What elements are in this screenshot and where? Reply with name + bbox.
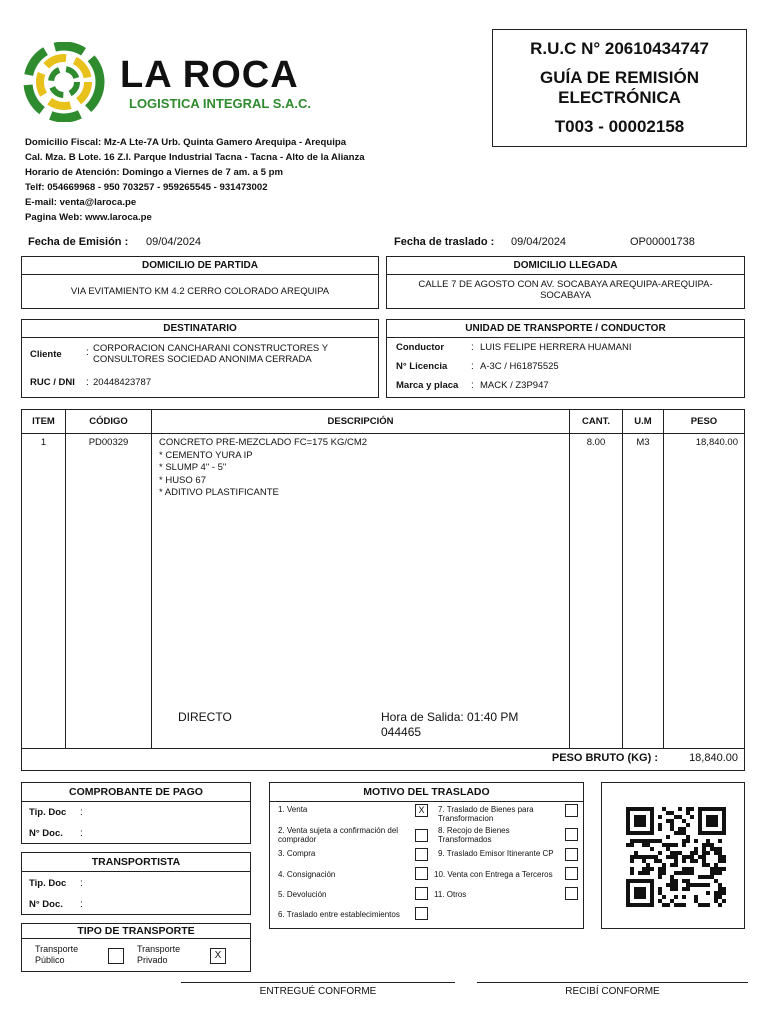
desc-line: CONCRETO PRE-MEZCLADO FC=175 KG/CM2 [159, 437, 368, 448]
col-header-peso: PESO [690, 416, 718, 427]
marca-value: MACK / Z3P947 [480, 380, 549, 391]
cliente-line: CORPORACION CANCHARANI CONSTRUCTORES Y [93, 343, 329, 354]
col-header-descripcion: DESCRIPCIÓN [327, 416, 394, 427]
peso-bruto-label: PESO BRUTO (KG) : [551, 752, 658, 764]
logo-mark-icon [22, 42, 112, 122]
cliente-value [93, 343, 328, 365]
domicilio-partida [21, 256, 379, 309]
desc-line: * ADITIVO PLASTIFICANTE [159, 487, 279, 498]
transportista-tip-label: Tip. Doc [29, 878, 67, 889]
salida-code: 044465 [381, 725, 422, 739]
transporte-publico-label: Transporte Público [35, 944, 79, 965]
comprobante-tip-label: Tip. Doc [29, 807, 67, 818]
transportista-box [21, 852, 251, 915]
destinatario-box [21, 319, 379, 398]
transporte-privado-checkbox[interactable]: X [210, 948, 226, 964]
comprobante-n-colon: : [80, 828, 83, 839]
recibi-line [477, 982, 748, 983]
info-line: E-mail: venta@laroca.pe [25, 197, 137, 208]
motivo-consignacion-checkbox[interactable] [415, 867, 428, 880]
recibi-conforme: RECIBÍ CONFORME [565, 986, 660, 997]
cliente-line: CONSULTORES SOCIEDAD ANONIMA CERRADA [93, 354, 312, 365]
motivo-option: 11. Otros [434, 890, 467, 899]
desc-line: * CEMENTO YURA IP [159, 449, 253, 461]
info-line: Domicilio Fiscal: Mz-A Lte-7A Urb. Quinta Gamero Arequipa - Arequipa [25, 137, 347, 148]
transportista-n-colon: : [80, 899, 83, 910]
cliente-colon: : [86, 347, 89, 358]
tipo-transporte-box [21, 923, 251, 972]
motivo-option: 5. Devolución [278, 890, 327, 899]
transportista-title: TRANSPORTISTA [22, 853, 250, 872]
motivo-emisor-itinerante-checkbox[interactable] [565, 848, 578, 861]
transporte-box [386, 319, 745, 398]
company-name: LA ROCA [120, 54, 299, 96]
cell-codigo: PD00329 [88, 437, 129, 448]
peso-bruto-value: 18,840.00 [689, 752, 738, 764]
doc-title-2: ELECTRÓNICA [558, 88, 681, 107]
ruc-colon: : [86, 377, 89, 388]
items-table [21, 409, 745, 771]
motivo-devolucion-checkbox[interactable] [415, 887, 428, 900]
comprobante-title: COMPROBANTE DE PAGO [22, 783, 250, 802]
col-header-codigo: CÓDIGO [89, 416, 128, 427]
destinatario-title: DESTINATARIO [22, 320, 378, 338]
fecha-emision-value: 09/04/2024 [146, 236, 202, 248]
motivo-option: 9. Traslado Emisor Itinerante CP [438, 849, 554, 858]
entregue-line [181, 982, 455, 983]
transporte-title: UNIDAD DE TRANSPORTE / CONDUCTOR [387, 320, 744, 338]
licencia-label: N° Licencia [396, 361, 448, 372]
motivo-option: 8. Recojo de Bienes Transformados [438, 826, 510, 844]
comprobante-n-label: N° Doc. [29, 828, 63, 839]
ruc-value: 20448423787 [93, 377, 152, 388]
company-logo [22, 42, 112, 122]
info-line: Pagina Web: www.laroca.pe [25, 212, 152, 223]
cell-peso: 18,840.00 [695, 437, 738, 448]
tipo-transporte-title: TIPO DE TRANSPORTE [22, 924, 250, 939]
motivo-bienes-transformacion-checkbox[interactable] [565, 804, 578, 817]
col-header-um: U.M [634, 416, 652, 427]
transportista-tip-colon: : [80, 878, 83, 889]
comprobante-box [21, 782, 251, 844]
domicilio-llegada [386, 256, 745, 309]
transportista-n-label: N° Doc. [29, 899, 63, 910]
partida-title: DOMICILIO DE PARTIDA [22, 257, 378, 275]
cell-item: 1 [40, 437, 47, 448]
marca-colon: : [471, 380, 474, 391]
licencia-value: A-3C / H61875525 [480, 361, 559, 372]
qr-box [601, 782, 745, 929]
fecha-emision-label: Fecha de Emisión : [28, 236, 129, 248]
motivo-option: 10. Venta con Entrega a Terceros [434, 870, 553, 879]
col-header-item: ITEM [32, 416, 55, 427]
info-line: Cal. Mza. B Lote. 16 Z.I. Parque Industrial Tacna - Tacna - Alto de la Alianza [25, 152, 365, 163]
motivo-title: MOTIVO DEL TRASLADO [270, 783, 583, 802]
llegada-title: DOMICILIO LLEGADA [387, 257, 744, 275]
directo-text: DIRECTO [178, 710, 232, 724]
conductor-label: Conductor [396, 342, 445, 353]
info-line: Horario de Atención: Domingo a Viernes de 7 am. a 5 pm [25, 167, 284, 178]
transporte-privado-label: Transporte Privado [137, 944, 181, 965]
motivo-option: 1. Venta [278, 805, 308, 814]
col-header-cant: CANT. [582, 416, 610, 427]
llegada-value: CALLE 7 DE AGOSTO CON AV. SOCABAYA AREQUIPA-AREQUIPA-SOCABAYA [418, 279, 713, 301]
company-info [25, 135, 365, 225]
entregue-conforme: ENTREGUÉ CONFORME [259, 986, 377, 997]
fecha-traslado-label: Fecha de traslado : [394, 236, 495, 248]
transporte-publico-checkbox[interactable] [108, 948, 124, 964]
cell-descripcion [159, 437, 367, 500]
cell-cant: 8.00 [586, 437, 606, 448]
doc-title: GUÍA DE REMISIÓN [540, 68, 699, 87]
comprobante-tip-colon: : [80, 807, 83, 818]
desc-line: * SLUMP 4" - 5" [159, 462, 227, 473]
document-id-box [492, 29, 747, 147]
op-number: OP00001738 [630, 236, 695, 248]
partida-value: VIA EVITAMIENTO KM 4.2 CERRO COLORADO AREQUIPA [70, 286, 330, 297]
doc-number: T003 - 00002158 [554, 117, 685, 136]
motivo-option: 4. Consignación [278, 870, 336, 879]
qr-code-icon [626, 807, 726, 907]
motivo-venta-terceros-checkbox[interactable] [565, 867, 578, 880]
motivo-otros-checkbox[interactable] [565, 887, 578, 900]
cliente-label: Cliente [30, 349, 62, 360]
motivo-recojo-bienes-checkbox[interactable] [565, 828, 578, 841]
conductor-value: LUIS FELIPE HERRERA HUAMANI [480, 342, 632, 353]
conductor-colon: : [471, 342, 474, 353]
company-subtitle: LOGISTICA INTEGRAL S.A.C. [129, 96, 312, 111]
ruc-number: R.U.C N° 20610434747 [530, 39, 709, 58]
ruc-label: RUC / DNI [30, 377, 75, 388]
marca-label: Marca y placa [396, 380, 459, 391]
motivo-box [269, 782, 584, 929]
motivo-option: 7. Traslado de Bienes para Transformacion [438, 805, 534, 823]
fecha-traslado-value: 09/04/2024 [511, 236, 567, 248]
motivo-option: 3. Compra [278, 849, 316, 858]
motivo-option: 2. Venta sujeta a confirmación del comprador [278, 826, 399, 844]
motivo-traslado-establecimientos-checkbox[interactable] [415, 907, 428, 920]
motivo-option: 6. Traslado entre establecimientos [278, 910, 400, 919]
desc-line: * HUSO 67 [159, 474, 206, 486]
motivo-venta-sujeta-checkbox[interactable] [415, 829, 428, 842]
motivo-compra-checkbox[interactable] [415, 848, 428, 861]
hora-salida: Hora de Salida: 01:40 PM [381, 710, 519, 724]
cell-um: M3 [636, 437, 650, 448]
motivo-venta-checkbox[interactable]: X [415, 804, 428, 817]
info-line: Telf: 054669968 - 950 703257 - 959265545 - 931473002 [25, 182, 268, 193]
licencia-colon: : [471, 361, 474, 372]
